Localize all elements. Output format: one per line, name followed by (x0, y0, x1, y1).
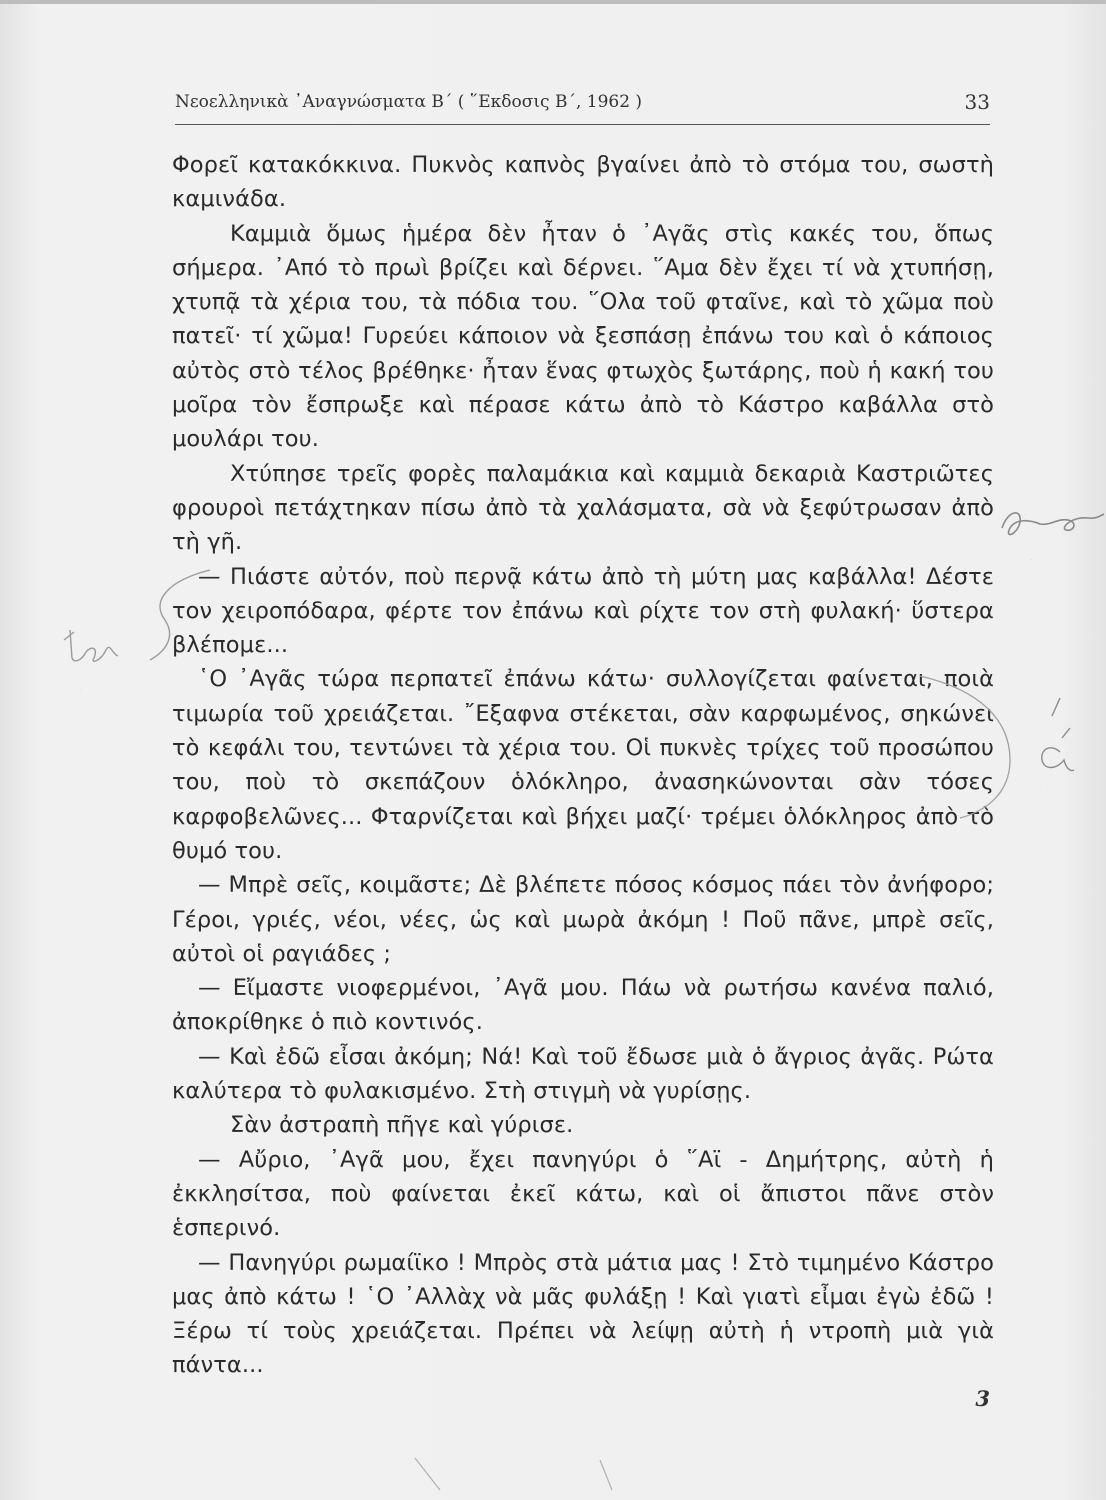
paragraph-10: — Αὔριο, ᾿Αγᾶ μου, ἔχει πανηγύρι ὁ ῞Αϊ - Δημήτρης, αὐτὴ ἡ ἐκκλησίτσα, ποὺ φαίνεται ἐκεῖ κάτω, καὶ οἱ ἄπιστοι πᾶνε στὸν ἑσπερινό. (172, 1146, 994, 1242)
right-margin-note (1002, 513, 1104, 561)
right-note-text: Ρεγ (1030, 560, 1032, 561)
paragraph-4: — Πιάστε αὐτόν, ποὺ περνᾷ κάτω ἀπὸ τὴ μύτη μας καβάλλα! Δέστε τον χειροπόδαρα, φέρτε τον ἐπάνω καὶ ρίχτε τον στὴ φυλακή· ὕστερα βλέπομε... (172, 563, 994, 659)
paragraph-3: Χτύπησε τρεῖς φορὲς παλαμάκια καὶ καμμιὰ δεκαριὰ Καστριῶτες φρουροὶ πετάχτηκαν πίσω ἀπὸ τὰ χαλάσματα, σὰ νὰ ξεφύτρωσαν ἀπὸ τὴ γῆ. (172, 460, 994, 556)
right-margin-accent (920, 676, 1074, 818)
paragraph-6: — Μπρὲ σεῖς, κοιμᾶστε; Δὲ βλέπετε πόσος κόσμος πάει τὸν ἀνήφορο; Γέροι, γριές, νέοι, νέες, ὡς καὶ μωρὰ ἀκόμη ! Ποῦ πᾶνε, μπρὲ σεῖς, αὐτοὶ οἱ ραγιάδες ; (172, 872, 994, 967)
paragraph-11: — Πανηγύρι ρωμαίϊκο ! Μπρὸς στὰ μάτια μας ! Στὸ τιμημένο Κάστρο μας ἀπὸ κάτω ! ῾Ο ᾿Αλλὰχ νὰ μᾶς φυλάξῃ ! Καὶ γιατὶ εἶμαι ἐγὼ ἐδῶ ! Ξέρω τί τοὺς χρειάζεται. Πρέπει νὰ λείψῃ αὐτὴ ἡ ντροπὴ μιὰ γιὰ πάντα... (172, 1249, 994, 1379)
left-margin-bracket (64, 570, 210, 691)
accent-text: ά (1040, 790, 1041, 791)
paragraph-1: Φορεῖ κατακόκκινα. Πυκνὸς καπνὸς βγαίνει ἀπὸ τὸ στόμα του, σωστὴ καμινάδα. (172, 152, 994, 213)
signature-mark: 3 (975, 1386, 990, 1411)
paragraph-8: — Καὶ ἐδῶ εἶσαι ἀκόμη; Νά! Καὶ τοῦ ἔδωσε μιὰ ὁ ἄγριος ἀγᾶς. Ρώτα καλύτερα τὸ φυλακισμένο. Στὴ στιγμὴ νὰ γυρίσῃς. (172, 1043, 994, 1105)
bottom-marks (415, 1458, 612, 1490)
paragraph-9: Σὰν ἀστραπὴ πῆγε καὶ γύρισε. (230, 1112, 574, 1139)
paragraph-5: ῾Ο ᾿Αγᾶς τώρα περπατεῖ ἐπάνω κάτω· συλλογίζεται φαίνεται, ποιὰ τιμωρία τοῦ χρειάζεται. ῎Εξαφνα στέκεται, σὰν καρφωμένος, σηκώνει τὸ κεφάλι του, τεντώνει τὰ χέρια του. Οἱ πυκνὲς τρίχες τοῦ προσώπου του, ποὺ τὸ σκεπάζουν ὁλόκληρο, ἀνασηκώνονται σὰν τόσες καρφοβελῶνες... Φταρνίζεται καὶ βήχει μαζί· τρέμει ὁλόκληρος ἀπὸ τὸ θυμό του. (172, 666, 994, 864)
left-note-text: Τα (80, 690, 82, 691)
paragraph-2: Καμμιὰ ὅμως ἡμέρα δὲν ἦταν ὁ ᾿Αγᾶς στὶς κακές του, ὅπως σήμερα. ᾿Από τὸ πρωὶ βρίζει καὶ δέρνει. ῞Αμα δὲν ἔχει τί νὰ χτυπήσῃ, χτυπᾷ τὰ χέρια του, τὰ πόδια του. ῞Ολα τοῦ φταῖνε, καὶ τὸ χῶμα ποὺ πατεῖ· τί χῶμα! Γυρεύει κάποιον νὰ ξεσπάσῃ ἐπάνω του καὶ ὁ κάποιος αὐτὸς στὸ τέλος βρέθηκε· ἦταν ἕνας φτωχὸς ξωτάρης, ποὺ ἡ κακή του μοῖρα τὸν ἔσπρωξε καὶ πέρασε κάτω ἀπὸ τὸ Κάστρο καβάλλα στὸ μουλάρι του. (172, 220, 994, 453)
page-number: 33 (964, 90, 990, 114)
paragraph-7: — Εἴμαστε νιοφερμένοι, ᾿Αγᾶ μου. Πάω νὰ ρωτήσω κανένα παλιό, ἀποκρίθηκε ὁ πιὸ κοντινός. (172, 975, 994, 1036)
header-title: Νεοελληνικὰ ᾿Αναγνώσματα Β΄ ( ῞Εκδοσις Β΄, 1962 ) (175, 92, 643, 112)
